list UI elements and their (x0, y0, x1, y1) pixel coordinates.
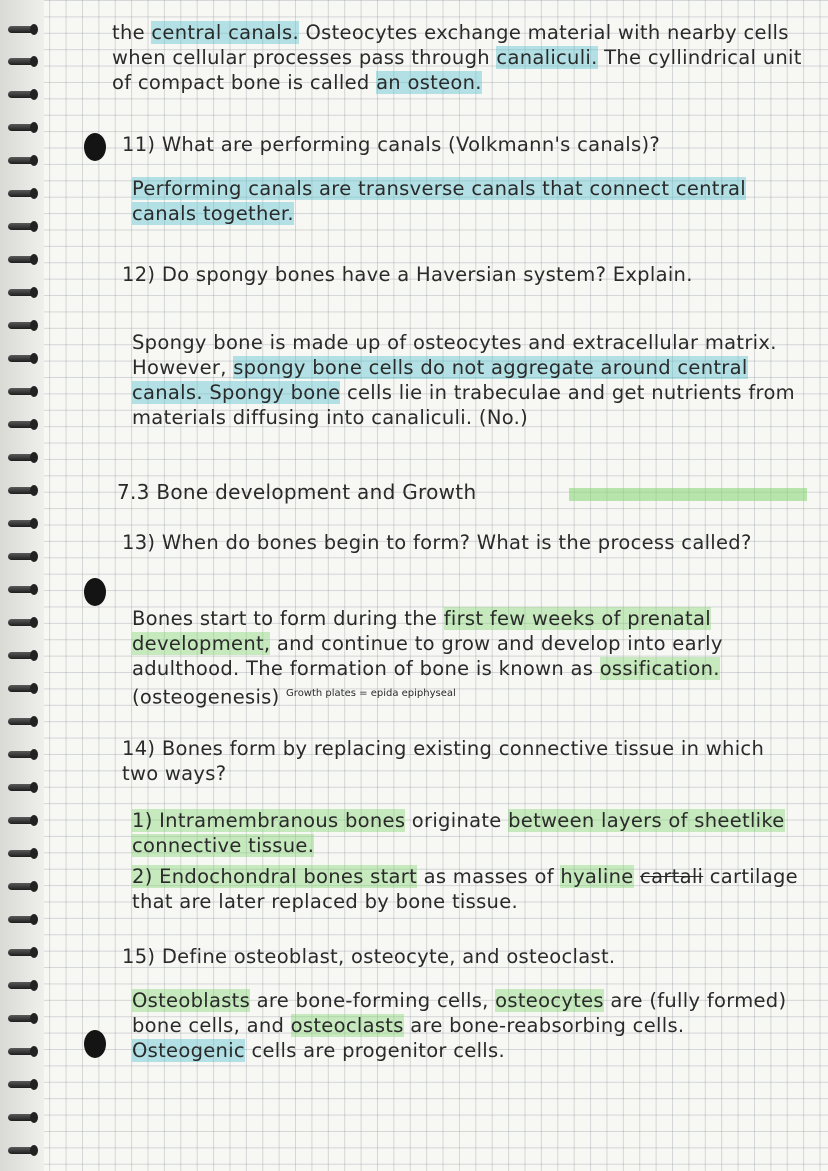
binder-hole (84, 578, 106, 606)
notes-content (112, 20, 807, 1063)
spiral-ring (8, 1147, 34, 1154)
answer-14-item-1: 1) Intramembranous bones originate between layers of sheetlike connective tissue. (132, 809, 785, 857)
spiral-ring (8, 982, 34, 989)
section-underline-highlight (569, 488, 807, 501)
spiral-ring (8, 718, 34, 725)
spiral-ring (8, 487, 34, 494)
highlight: Osteoblasts (132, 989, 251, 1012)
highlight: an osteon. (376, 71, 482, 94)
spiral-ring (8, 1081, 34, 1088)
question-14: 14) Bones form by replacing existing connective tissue in which two ways? (122, 737, 765, 785)
question-15: 15) Define osteoblast, osteocyte, and osteoclast. (122, 945, 616, 968)
spiral-binding (0, 0, 44, 1171)
highlight: 1) Intramembranous bones (132, 809, 406, 832)
intro-paragraph: the central canals. Osteocytes exchange material with nearby cells when cellular processes pass through canaliculi. The cyllindrical unit of compact bone is called an osteon. (112, 21, 802, 94)
spiral-ring (8, 652, 34, 659)
highlight: osteoclasts (290, 1014, 404, 1037)
spiral-ring (8, 685, 34, 692)
answer-14-item-2: 2) Endochondral bones start as masses of hyaline cartali cartilage that are later replaced by bone tissue. (132, 865, 798, 913)
spiral-ring (8, 586, 34, 593)
spiral-ring (8, 157, 34, 164)
highlight: central canals. (151, 21, 299, 44)
binder-hole (84, 133, 106, 161)
highlight: ossification. (599, 657, 720, 680)
spiral-ring (8, 949, 34, 956)
spiral-ring (8, 355, 34, 362)
answer-12: Spongy bone is made up of osteocytes and extracellular matrix. However, spongy bone cells do not aggregate around central canals. Spongy bone cells lie in trabeculae and get nutrients from materials diffusing into canaliculi. (No.) (132, 331, 795, 429)
highlight: Performing canals are transverse canals that connect central canals together. (132, 177, 747, 225)
spiral-ring (8, 1114, 34, 1121)
highlight: 2) Endochondral bones start (132, 865, 418, 888)
question-11: 11) What are performing canals (Volkmann's canals)? (122, 133, 661, 156)
spiral-ring (8, 454, 34, 461)
spiral-ring (8, 91, 34, 98)
spiral-ring (8, 883, 34, 890)
spiral-ring (8, 619, 34, 626)
spiral-ring (8, 388, 34, 395)
spiral-ring (8, 784, 34, 791)
spiral-ring (8, 58, 34, 65)
spiral-ring (8, 322, 34, 329)
spiral-ring (8, 1048, 34, 1055)
highlight: spongy bone cells do not aggregate around central canals. Spongy bone (132, 356, 748, 404)
section-heading: 7.3 Bone development and Growth (112, 480, 807, 530)
question-12: 12) Do spongy bones have a Haversian system? Explain. (122, 263, 693, 286)
spiral-ring (8, 124, 34, 131)
spiral-ring (8, 256, 34, 263)
spiral-ring (8, 916, 34, 923)
answer-11 (112, 176, 807, 262)
highlight: hyaline (560, 865, 634, 888)
strikethrough-word: cartali (640, 865, 704, 888)
highlight: canaliculi. (496, 46, 598, 69)
spiral-ring (8, 553, 34, 560)
highlight: osteocytes (495, 989, 604, 1012)
highlight: Osteogenic (132, 1039, 245, 1062)
answer-13: Bones start to form during the first few weeks of prenatal development, and continue to grow and develop into early adulthood. The formation of bone is known as ossification. (osteogenesis) $^{Growth plates = epida epiphyseal}$ (132, 607, 723, 709)
spiral-ring (8, 223, 34, 230)
spiral-ring (8, 190, 34, 197)
margin-note: Growth plates = epida epiphyseal (286, 688, 456, 699)
answer-15: Osteoblasts are bone-forming cells, osteocytes are (fully formed) bone cells, and osteoclasts are bone-reabsorbing cells. Osteogenic cells are progenitor cells. (132, 989, 787, 1062)
spiral-ring (8, 520, 34, 527)
spiral-ring (8, 289, 34, 296)
spiral-ring (8, 26, 34, 33)
spiral-ring (8, 850, 34, 857)
spiral-ring (8, 817, 34, 824)
question-13: 13) When do bones begin to form? What is the process called? (122, 531, 752, 554)
spiral-ring (8, 1015, 34, 1022)
spiral-ring (8, 421, 34, 428)
spiral-ring (8, 751, 34, 758)
highlight: between layers of sheetlike connective tissue. (132, 809, 785, 857)
binder-hole (84, 1030, 106, 1058)
highlight: first few weeks of prenatal development, (132, 607, 711, 655)
